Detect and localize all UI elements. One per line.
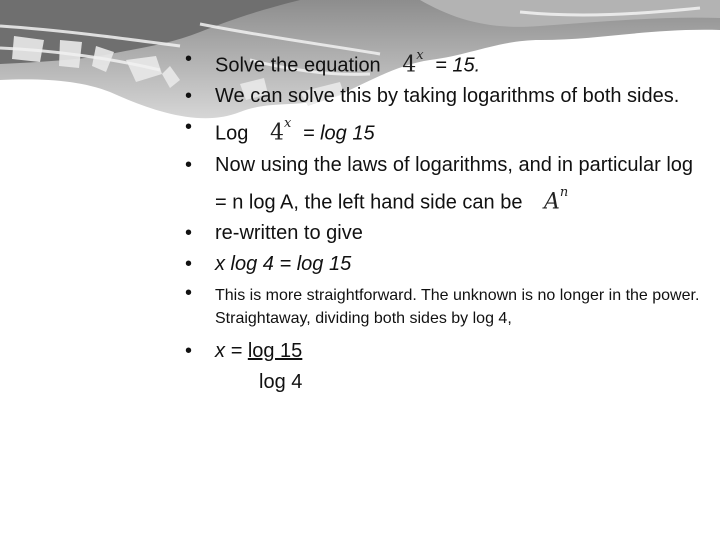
- power-expression: [402, 44, 423, 80]
- bullet-marker: •: [185, 85, 193, 108]
- power-base: 4: [269, 120, 284, 146]
- item-text: Now using the laws of logarithms, and in particular log = n log A, the left hand side can be: [215, 153, 694, 213]
- item-text-italic: = log 15: [302, 122, 375, 145]
- item-text: This is more straightforward. The unknown is no longer in the power. Straightaway, dividing both sides by log 4,: [215, 286, 700, 327]
- item-text: Solve the equation: [215, 54, 381, 77]
- bullet-marker: •: [185, 221, 193, 244]
- bullet-marker: •: [185, 48, 193, 70]
- equation-lhs: x =: [215, 339, 243, 362]
- item-text: re-written to give: [215, 221, 363, 244]
- list-item: [183, 336, 703, 398]
- fraction-denominator: log 4: [259, 370, 303, 393]
- item-text-italic: x log 4 = log 15: [215, 252, 352, 275]
- power-base: 4: [402, 52, 417, 78]
- fraction-numerator: log 15: [247, 339, 303, 362]
- list-item: [183, 150, 703, 218]
- list-item: [183, 281, 703, 330]
- list-item: [183, 249, 703, 280]
- bullet-list: [183, 44, 703, 398]
- list-item: [183, 218, 703, 249]
- power-base: A: [544, 188, 560, 214]
- power-exponent: x: [416, 48, 424, 63]
- list-item: [183, 44, 703, 81]
- bullet-marker: •: [185, 281, 193, 304]
- bullet-marker: •: [185, 153, 193, 176]
- item-text-italic: = 15.: [435, 54, 481, 77]
- bullet-marker: •: [185, 339, 193, 362]
- power-exponent: n: [559, 184, 569, 200]
- power-expression: [544, 181, 568, 217]
- item-text: We can solve this by taking logarithms of both sides.: [215, 85, 680, 108]
- bullet-marker: •: [185, 252, 193, 275]
- list-item: [183, 81, 703, 112]
- bullet-marker: •: [185, 116, 193, 139]
- power-expression: [270, 112, 291, 148]
- list-item: [183, 112, 703, 149]
- item-text: Log: [215, 122, 249, 145]
- power-exponent: x: [283, 116, 292, 132]
